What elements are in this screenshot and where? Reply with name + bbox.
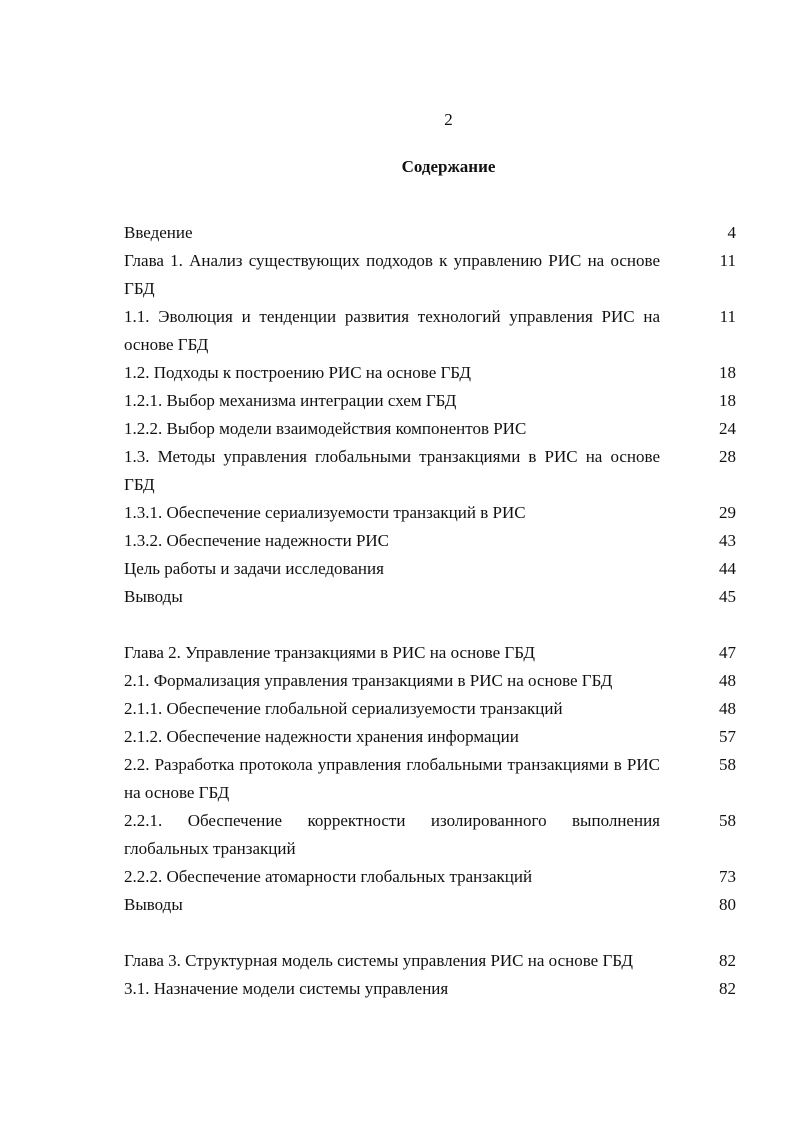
page-number: 2 bbox=[444, 110, 453, 129]
toc-entry-page: 45 bbox=[719, 587, 736, 606]
toc-entry-page: 47 bbox=[719, 643, 736, 662]
toc-entry[interactable] bbox=[124, 555, 736, 583]
toc-entry-page: 48 bbox=[719, 699, 736, 718]
toc-entry-text: Глава 1. Анализ существующих подходов к управлению РИС на основе ГБД bbox=[124, 251, 660, 298]
toc-entry-page: 11 bbox=[719, 307, 736, 326]
toc-entry-page: 82 bbox=[719, 979, 736, 998]
toc-entry-text: 2.2.1. Обеспечение корректности изолированного выполнения глобальных транзакций bbox=[124, 811, 660, 858]
toc-entry[interactable] bbox=[124, 723, 736, 751]
toc-entry[interactable] bbox=[124, 443, 736, 499]
toc-entry[interactable] bbox=[124, 751, 736, 807]
toc-entry[interactable] bbox=[124, 527, 736, 555]
toc-entry-page: 43 bbox=[719, 531, 736, 550]
table-of-contents bbox=[124, 219, 736, 1003]
toc-entry-page: 11 bbox=[719, 251, 736, 270]
toc-entry-page: 28 bbox=[719, 447, 736, 466]
toc-entry-text: 1.3.1. Обеспечение сериализуемости транзакций в РИС bbox=[124, 503, 526, 522]
toc-entry[interactable] bbox=[124, 695, 736, 723]
toc-entry[interactable] bbox=[124, 891, 736, 919]
toc-entry-text: Выводы bbox=[124, 895, 183, 914]
toc-entry[interactable] bbox=[124, 583, 736, 611]
toc-entry[interactable] bbox=[124, 219, 736, 247]
section-gap bbox=[124, 919, 736, 947]
page-title: Содержание bbox=[401, 157, 496, 176]
toc-entry-text: Глава 2. Управление транзакциями в РИС на основе ГБД bbox=[124, 643, 535, 662]
toc-entry-text: 2.1. Формализация управления транзакциями в РИС на основе ГБД bbox=[124, 671, 613, 690]
toc-entry-text: 3.1. Назначение модели системы управления bbox=[124, 979, 449, 998]
toc-entry-text: 1.3.2. Обеспечение надежности РИС bbox=[124, 531, 390, 550]
toc-entry-page: 58 bbox=[719, 811, 736, 830]
toc-entry-page: 80 bbox=[719, 895, 736, 914]
toc-entry-page: 58 bbox=[719, 755, 736, 774]
section-gap bbox=[124, 611, 736, 639]
toc-entry[interactable] bbox=[124, 807, 736, 863]
toc-entry-page: 82 bbox=[719, 951, 736, 970]
toc-entry-text: Цель работы и задачи исследования bbox=[124, 559, 384, 578]
toc-entry[interactable] bbox=[124, 667, 736, 695]
toc-entry[interactable] bbox=[124, 975, 736, 1003]
toc-entry-page: 73 bbox=[719, 867, 736, 886]
toc-entry-text: 1.3. Методы управления глобальными транзакциями в РИС на основе ГБД bbox=[124, 447, 660, 494]
toc-entry[interactable] bbox=[124, 863, 736, 891]
toc-entry[interactable] bbox=[124, 499, 736, 527]
toc-entry-text: 1.2.1. Выбор механизма интеграции схем ГБД bbox=[124, 391, 457, 410]
toc-entry[interactable] bbox=[124, 947, 736, 975]
toc-entry-text: Введение bbox=[124, 223, 193, 242]
toc-entry-page: 18 bbox=[719, 363, 736, 382]
toc-entry-text: 2.2. Разработка протокола управления глобальными транзакциями в РИС на основе ГБД bbox=[124, 755, 660, 802]
toc-entry-text: 1.1. Эволюция и тенденции развития технологий управления РИС на основе ГБД bbox=[124, 307, 660, 354]
toc-entry-text: Глава 3. Структурная модель системы управления РИС на основе ГБД bbox=[124, 951, 633, 970]
toc-entry[interactable] bbox=[124, 247, 736, 303]
toc-entry-page: 44 bbox=[719, 559, 736, 578]
toc-entry-page: 4 bbox=[727, 223, 736, 242]
toc-entry-text: 2.2.2. Обеспечение атомарности глобальных транзакций bbox=[124, 867, 533, 886]
toc-entry-page: 18 bbox=[719, 391, 736, 410]
toc-entry-page: 48 bbox=[719, 671, 736, 690]
toc-entry-page: 24 bbox=[719, 419, 736, 438]
toc-entry-page: 57 bbox=[719, 727, 736, 746]
toc-entry-text: 2.1.2. Обеспечение надежности хранения информации bbox=[124, 727, 519, 746]
toc-entry-text: 1.2.2. Выбор модели взаимодействия компонентов РИС bbox=[124, 419, 527, 438]
toc-entry[interactable] bbox=[124, 359, 736, 387]
toc-entry-page: 29 bbox=[719, 503, 736, 522]
toc-entry-text: 2.1.1. Обеспечение глобальной сериализуемости транзакций bbox=[124, 699, 563, 718]
toc-entry[interactable] bbox=[124, 387, 736, 415]
toc-entry[interactable] bbox=[124, 415, 736, 443]
toc-entry[interactable] bbox=[124, 303, 736, 359]
toc-entry-text: Выводы bbox=[124, 587, 183, 606]
toc-entry-text: 1.2. Подходы к построению РИС на основе ГБД bbox=[124, 363, 472, 382]
toc-entry[interactable] bbox=[124, 639, 736, 667]
